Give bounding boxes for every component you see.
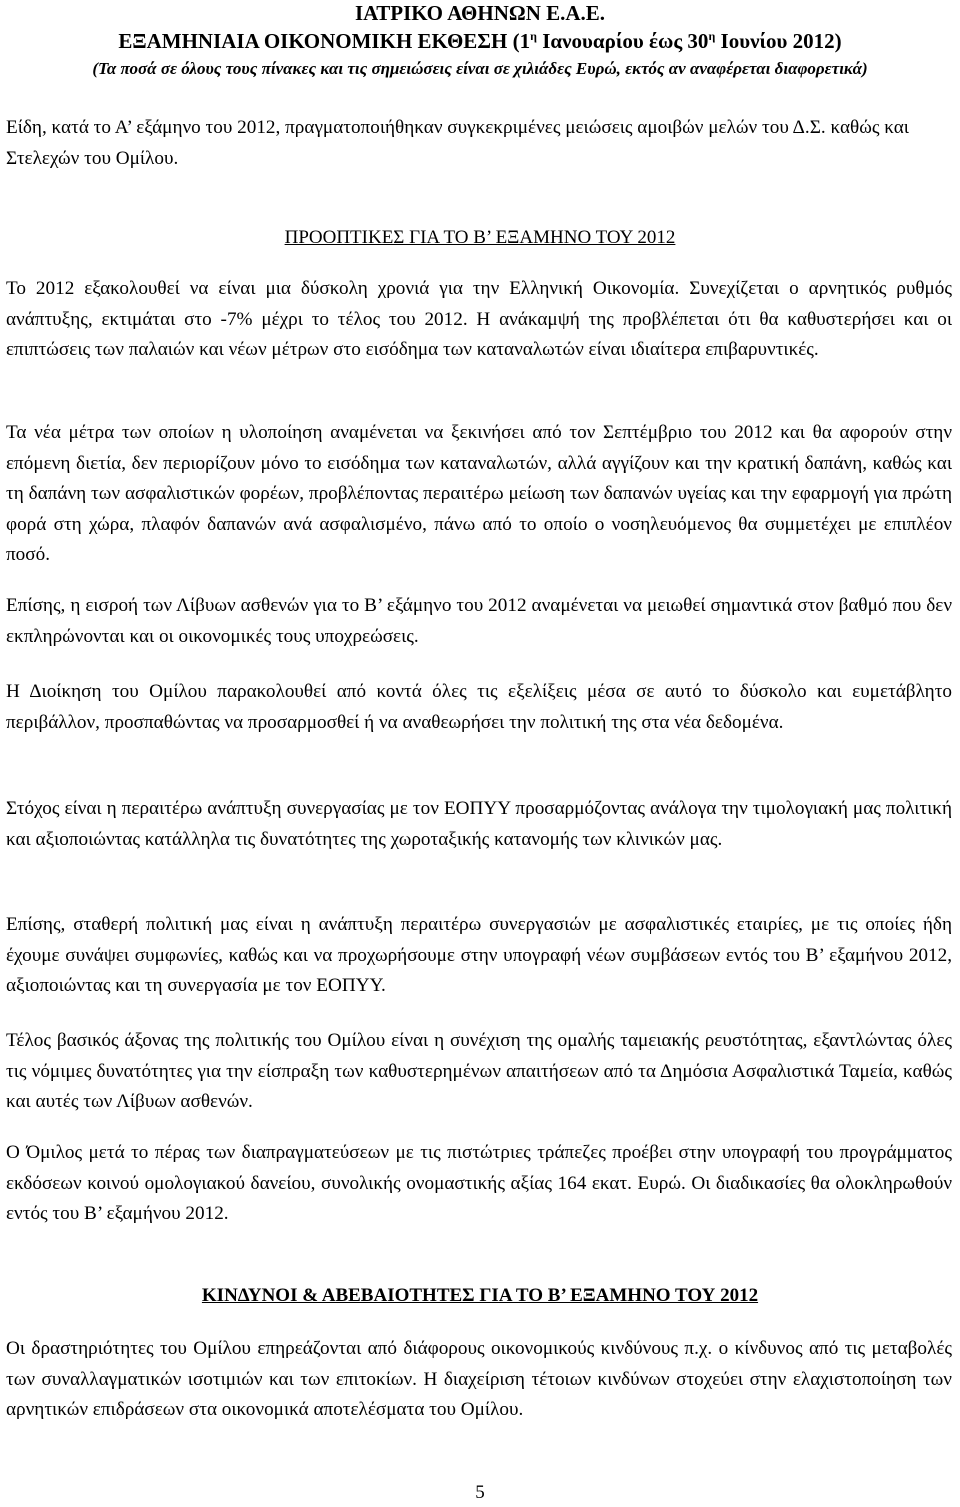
- page-number: 5: [475, 1482, 485, 1503]
- report-title-start: ΕΞΑΜΗΝΙΑΙΑ ΟΙΚΟΝΟΜΙΚΗ ΕΚΘΕΣΗ (1: [118, 29, 531, 53]
- report-title: [0, 29, 960, 53]
- outlook-paragraph: Επίσης, σταθερή πολιτική μας είναι η ανάπτυξη περαιτέρω συνεργασιών με ασφαλιστικές εταιρίες, με τις οποίες ήδη έχουμε συνάψει συμφωνίες, καθώς και να προχωρήσουμε στην υπογραφή νέων συμβάσεων εντός του Β’ εξαμήνου 2012, αξιοποιώντας και τη συνεργασία με τον ΕΟΠΥΥ.: [6, 914, 952, 996]
- amounts-note: (Τα ποσά σε όλους τους πίνακες και τις σημειώσεις είναι σε χιλιάδες Ευρώ, εκτός αν αναφέρεται διαφορετικά): [92, 59, 868, 78]
- company-name: ΙΑΤΡΙΚΟ ΑΘΗΝΩΝ Ε.Α.Ε.: [354, 1, 606, 25]
- outlook-paragraph: Τέλος βασικός άξονας της πολιτικής του Ομίλου είναι η συνέχιση της ομαλής ταμειακής ρευστότητας, εξαντλώντας όλες τις νόμιμες δυνατότητες για την είσπραξη των καθυστερημένων απαιτήσεων από τα Δημόσια Ασφαλιστικά Ταμεία, καθώς και αυτές των Λίβυων ασθενών.: [6, 1030, 952, 1112]
- report-title-superscript-1: η: [530, 29, 537, 43]
- outlook-paragraph: Η Διοίκηση του Ομίλου παρακολουθεί από κοντά όλες τις εξελίξεις μέσα σε αυτό το δύσκολο και ευμετάβλητο περιβάλλον, προσπαθώντας να προσαρμοσθεί ή να αναθεωρήσει την πολιτική της στα νέα δεδομένα.: [6, 681, 952, 733]
- risks-paragraph: Οι δραστηριότητες του Ομίλου επηρεάζονται από διάφορους οικονομικούς κινδύνους π.χ. ο κίνδυνος από τις μεταβολές των συναλλαγματικών ισοτιμιών και των επιτοκίων. Η διαχείριση τέτοιων κινδύνων στοχεύει στην ελαχιστοποίηση των αρνητικών επιδράσεων στα οικονομικά αποτελέσματα του Ομίλου.: [6, 1338, 952, 1420]
- outlook-paragraph: Ο Όμιλος μετά το πέρας των διαπραγματεύσεων με τις πιστώτριες τράπεζες προέβει στην υπογραφή του προγράμματος εκδόσεων κοινού ομολογιακού δανείου, συνολικής ονομαστικής αξίας 164 εκατ. Ευρώ. Οι διαδικασίες θα ολοκληρωθούν εντός του Β’ εξαμήνου 2012.: [6, 1142, 952, 1224]
- outlook-paragraph: Επίσης, η εισροή των Λίβυων ασθενών για το Β’ εξάμηνο του 2012 αναμένεται να μειωθεί σημαντικά στον βαθμό που δεν εκπληρώνονται και οι οικονομικές τους υποχρεώσεις.: [6, 595, 952, 647]
- outlook-paragraph: Τα νέα μέτρα των οποίων η υλοποίηση αναμένεται να ξεκινήσει από τον Σεπτέμβριο του 2012 και θα αφορούν στην επόμενη διετία, δεν περιορίζουν μόνο το εισόδημα των καταναλωτών, αλλά αγγίζουν και την κρατική δαπάνη, καθώς και τη δαπάνη των ασφαλιστικών φορέων, προβλέποντας περαιτέρω μείωση των δαπανών υγείας και την εφαρμογή για πρώτη φορά στη χώρα, πλαφόν δαπανών ανά ασφαλισμένο, πάνω από το οποίο ο νοσηλευόμενος θα συμμετέχει με επιπλέον ποσό.: [6, 422, 952, 565]
- outlook-paragraph: Το 2012 εξακολουθεί να είναι μια δύσκολη χρονιά για την Ελληνική Οικονομία. Συνεχίζεται ο αρνητικός ρυθμός ανάπτυξης, εκτιμάται στο -7% μέχρι το τέλος του 2012. Η ανάκαμψή της προβλέπεται ότι θα καθυστερήσει και οι επιπτώσεις των παλαιών και νέων μέτρων στο εισόδημα των καταναλωτών είναι ιδιαίτερα επιβαρυντικές.: [6, 278, 952, 360]
- intro-paragraph: Είδη, κατά το Α’ εξάμηνο του 2012, πραγματοποιήθηκαν συγκεκριμένες μειώσεις αμοιβών μελών του Δ.Σ. καθώς και Στελεχών του Ομίλου.: [6, 117, 909, 169]
- outlook-paragraph: Στόχος είναι η περαιτέρω ανάπτυξη συνεργασίας με τον ΕΟΠΥΥ προσαρμόζοντας ανάλογα την τιμολογιακή μας πολιτική και αξιοποιώντας κατάλληλα τις δυνατότητες της χωροταξικής κατανομής των κλινικών μας.: [6, 798, 952, 850]
- section-heading-outlook: ΠΡΟΟΠΤΙΚΕΣ ΓΙΑ ΤΟ Β’ ΕΞΑΜΗΝΟ ΤΟΥ 2012: [284, 227, 676, 248]
- section-heading-risks: ΚΙΝΔΥΝΟΙ & ΑΒΕΒΑΙΟΤΗΤΕΣ ΓΙΑ ΤΟ Β’ ΕΞΑΜΗΝΟ ΤΟΥ 2012: [201, 1285, 759, 1306]
- report-title-end: Ιουνίου 2012): [715, 29, 842, 53]
- report-title-superscript-2: η: [708, 29, 716, 43]
- report-title-middle: Ιανουαρίου έως 30: [536, 29, 709, 53]
